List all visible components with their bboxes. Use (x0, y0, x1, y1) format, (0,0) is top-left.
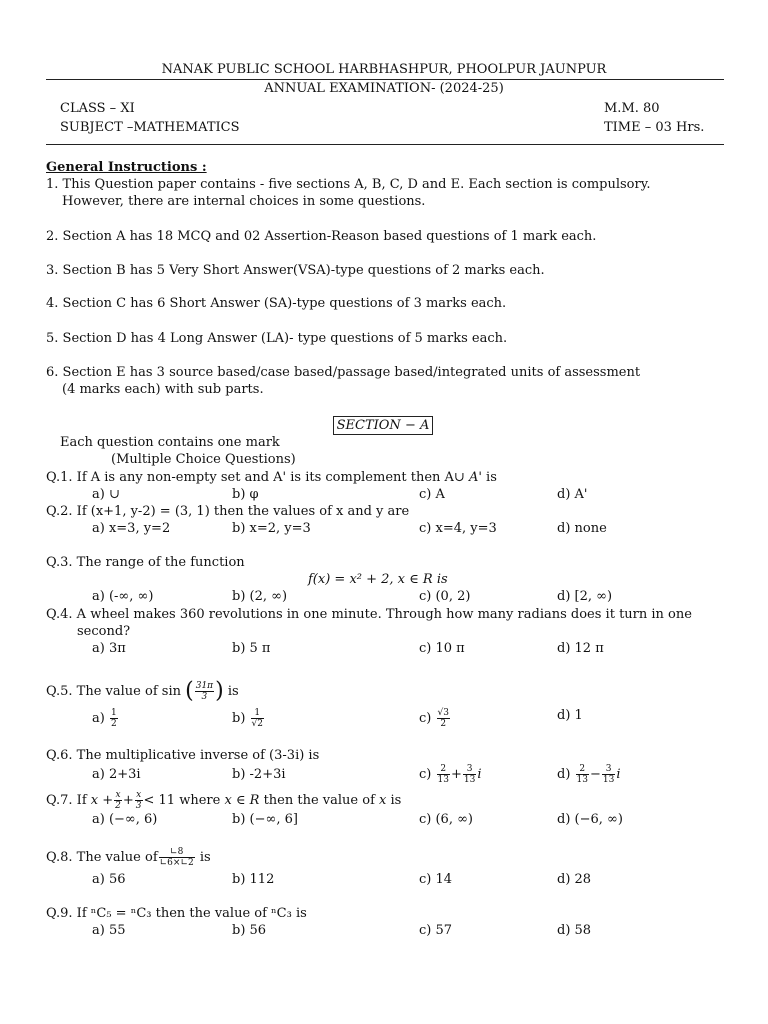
instruction-item: (4 marks each) with sub parts. (62, 382, 264, 397)
question-7 (46, 790, 401, 811)
option-d: d) none (557, 521, 607, 536)
denominator: ∟6×∟2 (159, 858, 194, 868)
option-a: a) 56 (92, 872, 126, 887)
option-b: b) φ (232, 487, 259, 502)
question-text: is (386, 793, 402, 808)
question-8 (46, 847, 211, 869)
question-text: is (481, 470, 497, 485)
fraction (195, 681, 214, 702)
operator: + (450, 767, 462, 782)
numerator: 1 (251, 708, 264, 719)
denominator: 13 (576, 775, 588, 785)
option-label: c) (419, 767, 432, 782)
denominator: 2 (110, 719, 117, 729)
instruction-item: 4. Section C has 6 Short Answer (SA)-type questions of 3 marks each. (46, 296, 507, 311)
numerator: 2 (576, 764, 589, 775)
paren-close: ) (215, 678, 224, 704)
option-label: b) (232, 711, 246, 726)
option-c: c) (0, 2) (419, 589, 471, 604)
numerator: 1 (110, 708, 117, 718)
question-text: then the value of (259, 793, 380, 808)
numerator: 2 (437, 764, 450, 775)
instruction-item: 2. Section A has 18 MCQ and 02 Assertion-Reason based questions of 1 mark each. (46, 229, 597, 244)
subject-label: SUBJECT –MATHEMATICS (60, 120, 240, 135)
option-d: d) 28 (557, 872, 592, 887)
option-label: d) (557, 767, 571, 782)
instruction-item: However, there are internal choices in some questions. (62, 194, 426, 209)
question-text: Q.1. If A is any non-empty set and A' is its complement then A∪ (46, 470, 469, 485)
question-5 (46, 678, 239, 704)
option-a: a) (-∞, ∞) (92, 589, 154, 604)
operator: − (590, 767, 601, 782)
question-math: x + (90, 793, 114, 808)
fraction (159, 847, 195, 868)
fraction (576, 764, 589, 785)
fraction (135, 790, 143, 811)
question-formula: f(x) = x² + 2, x ∈ R is (308, 572, 448, 587)
denominator: 3 (201, 692, 208, 702)
question-math: A' (468, 470, 482, 485)
question-text: Q.8. The value of (46, 850, 158, 865)
numerator: 3 (463, 764, 476, 775)
paren-open: ( (185, 678, 194, 704)
denominator: 13 (602, 775, 615, 785)
denominator: 2 (440, 719, 447, 729)
instruction-item: 6. Section E has 3 source based/case based/passage based/integrated units of assessment (46, 365, 641, 380)
question-4-cont: second? (77, 624, 131, 639)
fraction (251, 708, 264, 729)
max-marks: M.M. 80 (604, 101, 660, 116)
time-label: TIME – 03 Hrs. (604, 120, 705, 135)
option-d (557, 764, 621, 786)
option-b: b) -2+3i (232, 767, 286, 782)
header-divider-top (46, 79, 724, 80)
instructions-heading: General Instructions : (46, 160, 207, 175)
option-a: a) x=3, y=2 (92, 521, 171, 536)
option-a: a) 55 (92, 923, 126, 938)
option-b (232, 708, 265, 729)
imaginary-unit: i (477, 767, 482, 782)
option-c: c) 10 π (419, 641, 465, 656)
question-text: < 11 where (143, 793, 225, 808)
numerator: x (115, 790, 121, 800)
denominator: 3 (135, 801, 142, 811)
option-a (92, 708, 119, 729)
section-a-title: SECTION − A (333, 416, 433, 435)
fraction (114, 790, 122, 811)
option-a: a) 3π (92, 641, 126, 656)
section-note: Each question contains one mark (60, 435, 280, 450)
option-c (419, 708, 451, 729)
instruction-item: 5. Section D has 4 Long Answer (LA)- type questions of 5 marks each. (46, 331, 508, 346)
option-b: b) 5 π (232, 641, 271, 656)
instruction-item: 1. This Question paper contains - five sections A, B, C, D and E. Each section is compulsory. (46, 177, 651, 192)
fraction (110, 708, 118, 729)
option-b: b) 112 (232, 872, 275, 887)
class-label: CLASS – XI (60, 101, 135, 116)
option-c (419, 764, 481, 786)
option-d: d) 58 (557, 923, 592, 938)
option-d: d) 12 π (557, 641, 604, 656)
denominator: 13 (463, 775, 476, 785)
denominator: 13 (437, 775, 449, 785)
option-d: d) A' (557, 487, 588, 502)
question-text: is (227, 684, 239, 699)
option-d: d) [2, ∞) (557, 589, 613, 604)
option-b: b) 56 (232, 923, 267, 938)
option-a: a) 2+3i (92, 767, 141, 782)
exam-title: ANNUAL EXAMINATION- (2024-25) (264, 81, 504, 96)
question-6: Q.6. The multiplicative inverse of (3-3i) is (46, 748, 320, 763)
option-b: b) (−∞, 6] (232, 812, 298, 827)
option-c: c) x=4, y=3 (419, 521, 497, 536)
option-b: b) (2, ∞) (232, 589, 288, 604)
question-4: Q.4. A wheel makes 360 revolutions in one minute. Through how many radians does it turn in one (46, 607, 692, 622)
question-2: Q.2. If (x+1, y-2) = (3, 1) then the values of x and y are (46, 504, 410, 519)
fraction (437, 764, 450, 785)
denominator: √2 (251, 719, 264, 729)
numerator: √3 (437, 708, 449, 718)
option-c: c) 57 (419, 923, 453, 938)
fraction (463, 764, 476, 785)
section-note: (Multiple Choice Questions) (111, 452, 296, 467)
question-text: is (199, 850, 211, 865)
denominator: 2 (115, 801, 121, 811)
numerator: 31π (195, 681, 214, 691)
option-a: a) ∪ (92, 487, 120, 502)
option-c: c) (6, ∞) (419, 812, 473, 827)
fraction (437, 708, 450, 729)
option-d: d) 1 (557, 708, 583, 723)
instruction-item: 3. Section B has 5 Very Short Answer(VSA)-type questions of 2 marks each. (46, 263, 545, 278)
option-c: c) 14 (419, 872, 453, 887)
header-divider-bottom (46, 144, 724, 145)
option-a: a) (−∞, 6) (92, 812, 158, 827)
option-label: a) (92, 711, 105, 726)
question-9: Q.9. If ⁿC₅ = ⁿC₃ then the value of ⁿC₃ is (46, 906, 307, 921)
numerator: x (136, 790, 142, 800)
question-text: Q.5. The value of sin (46, 684, 181, 699)
option-b: b) x=2, y=3 (232, 521, 311, 536)
question-math: x ∈ R (224, 793, 260, 808)
question-math: x (379, 793, 387, 808)
question-1 (46, 470, 497, 486)
school-name: NANAK PUBLIC SCHOOL HARBHASHPUR, PHOOLPUR JAUNPUR (161, 62, 607, 77)
question-3: Q.3. The range of the function (46, 555, 245, 570)
fraction (602, 764, 615, 785)
question-text: Q.7. If (46, 793, 91, 808)
option-d: d) (−6, ∞) (557, 812, 623, 827)
operator: + (122, 793, 134, 808)
option-c: c) A (419, 487, 445, 502)
numerator: 3 (602, 764, 615, 775)
imaginary-unit: i (616, 767, 621, 782)
numerator: ∟8 (159, 847, 195, 858)
option-label: c) (419, 711, 432, 726)
